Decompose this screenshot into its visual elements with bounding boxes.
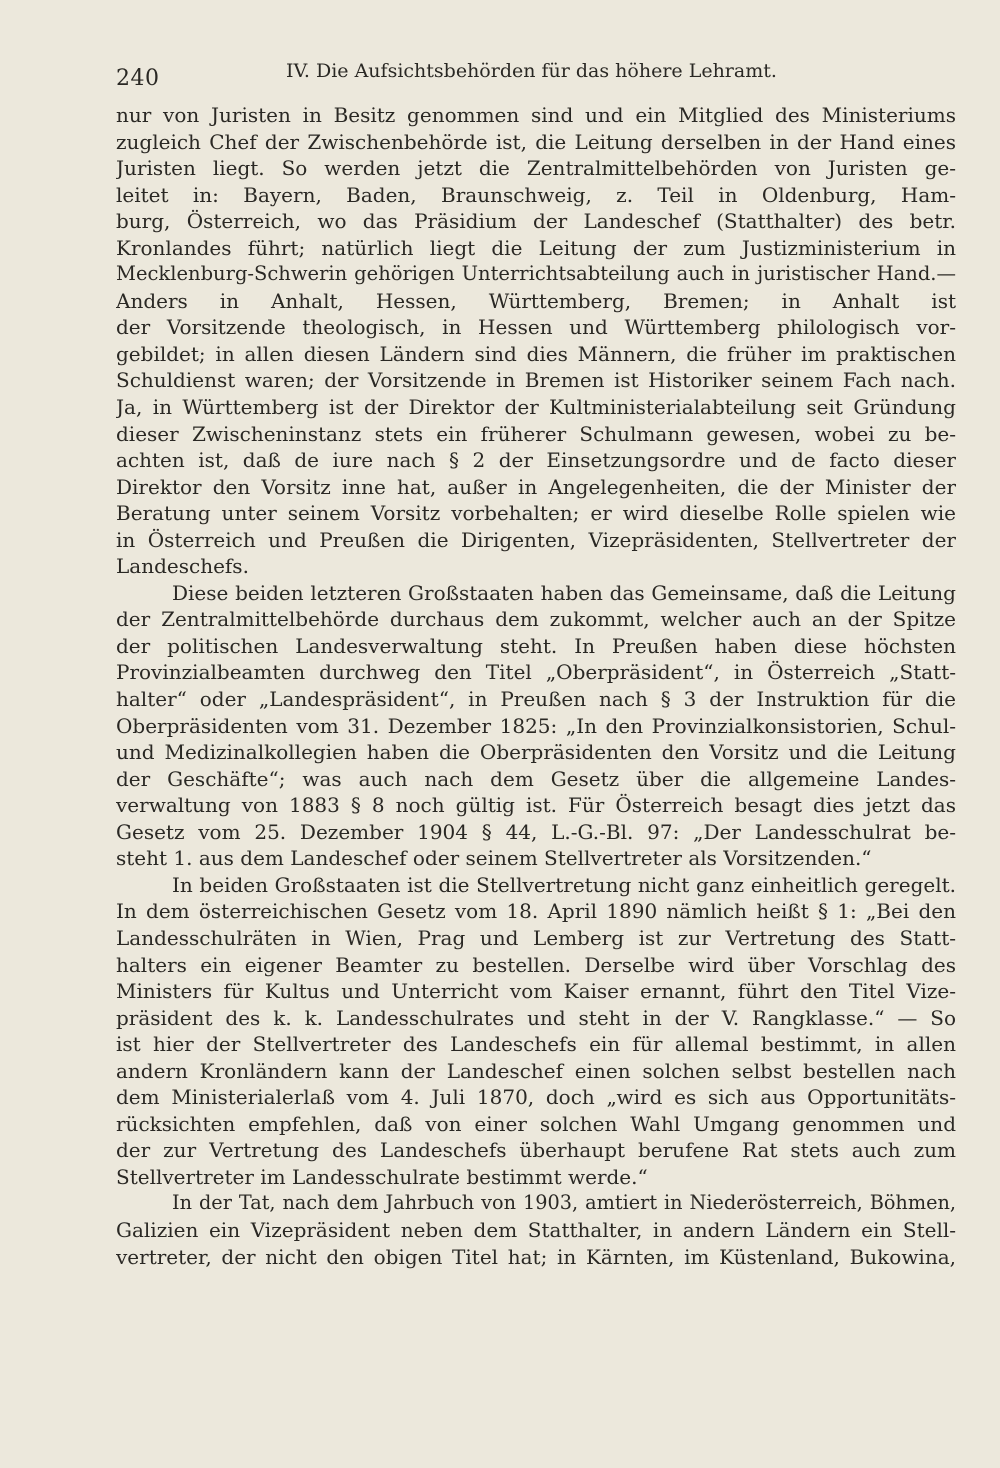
- text-line: steht 1. aus dem Landeschef oder seinem Stellvertreter als Vorsitzenden.“: [116, 846, 872, 871]
- text-line: achten ist, daß de iure nach § 2 der Einsetzungsordre und de facto dieser: [116, 448, 956, 473]
- text-line: der politischen Landesverwaltung steht. In Preußen haben diese höchsten: [116, 633, 956, 658]
- text-line: Ja, in Württemberg ist der Direktor der Kultministerialabteilung seit Gründung: [116, 395, 956, 420]
- text-line: ist hier der Stellvertreter des Landeschefs ein für allemal bestimmt, in allen: [116, 1032, 956, 1057]
- text-line: Schuldienst waren; der Vorsitzende in Bremen ist Historiker seinem Fach nach.: [116, 368, 956, 393]
- text-line: In beiden Großstaaten ist die Stellvertretung nicht ganz einheitlich geregelt.: [172, 872, 956, 897]
- page-header: [116, 60, 956, 96]
- text-line: Gesetz vom 25. Dezember 1904 § 44, L.-G.-Bl. 97: „Der Landesschulrat be-: [116, 819, 956, 844]
- text-line: der zur Vertretung des Landeschefs überhaupt berufene Rat stets auch zum: [116, 1138, 956, 1163]
- text-line: Landeschefs.: [116, 554, 249, 579]
- text-line: Beratung unter seinem Vorsitz vorbehalten; er wird dieselbe Rolle spielen wie: [116, 501, 956, 526]
- text-line: burg, Österreich, wo das Präsidium der Landeschef (Statthalter) des betr.: [116, 209, 956, 234]
- text-line: dem Ministerialerlaß vom 4. Juli 1870, doch „wird es sich aus Opportunitäts-: [116, 1085, 956, 1110]
- text-line: dieser Zwischeninstanz stets ein früherer Schulmann gewesen, wobei zu be-: [116, 421, 956, 446]
- text-line: in Österreich und Preußen die Dirigenten, Vizepräsidenten, Stellvertreter der: [116, 527, 956, 552]
- text-line: vertreter, der nicht den obigen Titel hat; in Kärnten, im Küstenland, Bukowina,: [116, 1244, 956, 1269]
- text-line: Anders in Anhalt, Hessen, Württemberg, Bremen; in Anhalt ist: [116, 288, 956, 313]
- text-line: präsident des k. k. Landesschulrates und steht in der V. Rangklasse.“ — So: [116, 1005, 956, 1030]
- page-number: 240: [116, 66, 160, 91]
- text-line: Galizien ein Vizepräsident neben dem Statthalter, in andern Ländern ein Stell-: [116, 1217, 956, 1242]
- text-line: Provinzialbeamten durchweg den Titel „Oberpräsident“, in Österreich „Statt-: [116, 660, 956, 685]
- text-line: Kronlandes führt; natürlich liegt die Leitung der zum Justizministerium in: [116, 235, 956, 260]
- text-line: der Geschäfte“; was auch nach dem Gesetz über die allgemeine Landes-: [116, 766, 956, 791]
- text-line: Juristen liegt. So werden jetzt die Zentralmittelbehörden von Juristen ge-: [116, 156, 956, 181]
- text-line: Direktor den Vorsitz inne hat, außer in Angelegenheiten, die der Minister der: [116, 474, 956, 499]
- text-line: gebildet; in allen diesen Ländern sind dies Männern, die früher im praktischen: [116, 341, 956, 366]
- text-line: rücksichten empfehlen, daß von einer solchen Wahl Umgang genommen und: [116, 1111, 956, 1136]
- text-line: zugleich Chef der Zwischenbehörde ist, die Leitung derselben in der Hand eines: [116, 129, 956, 154]
- text-line: verwaltung von 1883 § 8 noch gültig ist. Für Österreich besagt dies jetzt das: [116, 793, 956, 818]
- text-line: der Vorsitzende theologisch, in Hessen und Württemberg philologisch vor-: [116, 315, 956, 340]
- text-line: In der Tat, nach dem Jahrbuch von 1903, amtiert in Niederösterreich, Böhmen,: [172, 1191, 956, 1215]
- text-line: Oberpräsidenten vom 31. Dezember 1825: „In den Provinzialkonsistorien, Schul-: [116, 713, 956, 738]
- text-line: und Medizinalkollegien haben die Oberpräsidenten den Vorsitz und die Leitung: [116, 740, 956, 765]
- text-line: andern Kronländern kann der Landeschef einen solchen selbst bestellen nach: [116, 1058, 956, 1083]
- text-line: nur von Juristen in Besitz genommen sind und ein Mitglied des Ministeriums: [116, 103, 956, 127]
- text-line: Ministers für Kultus und Unterricht vom Kaiser ernannt, führt den Titel Vize-: [116, 979, 956, 1004]
- text-line: leitet in: Bayern, Baden, Braunschweig, z. Teil in Oldenburg, Ham-: [116, 182, 956, 207]
- text-line: halters ein eigener Beamter zu bestellen. Derselbe wird über Vorschlag des: [116, 952, 956, 977]
- text-line: Stellvertreter im Landesschulrate bestimmt werde.“: [116, 1164, 648, 1189]
- text-line: Mecklenburg-Schwerin gehörigen Unterrichtsabteilung auch in juristischer Hand.—: [116, 262, 956, 286]
- text-line: Diese beiden letzteren Großstaaten haben das Gemeinsame, daß die Leitung: [172, 580, 956, 605]
- text-line: In dem österreichischen Gesetz vom 18. April 1890 nämlich heißt § 1: „Bei den: [116, 899, 956, 924]
- running-head: IV. Die Aufsichtsbehörden für das höhere Lehramt.: [286, 60, 777, 82]
- text-line: der Zentralmittelbehörde durchaus dem zukommt, welcher auch an der Spitze: [116, 607, 956, 632]
- text-line: Landesschulräten in Wien, Prag und Lemberg ist zur Vertretung des Statt-: [116, 925, 956, 950]
- body-text: [116, 102, 956, 1270]
- text-line: halter“ oder „Landespräsident“, in Preußen nach § 3 der Instruktion für die: [116, 687, 956, 712]
